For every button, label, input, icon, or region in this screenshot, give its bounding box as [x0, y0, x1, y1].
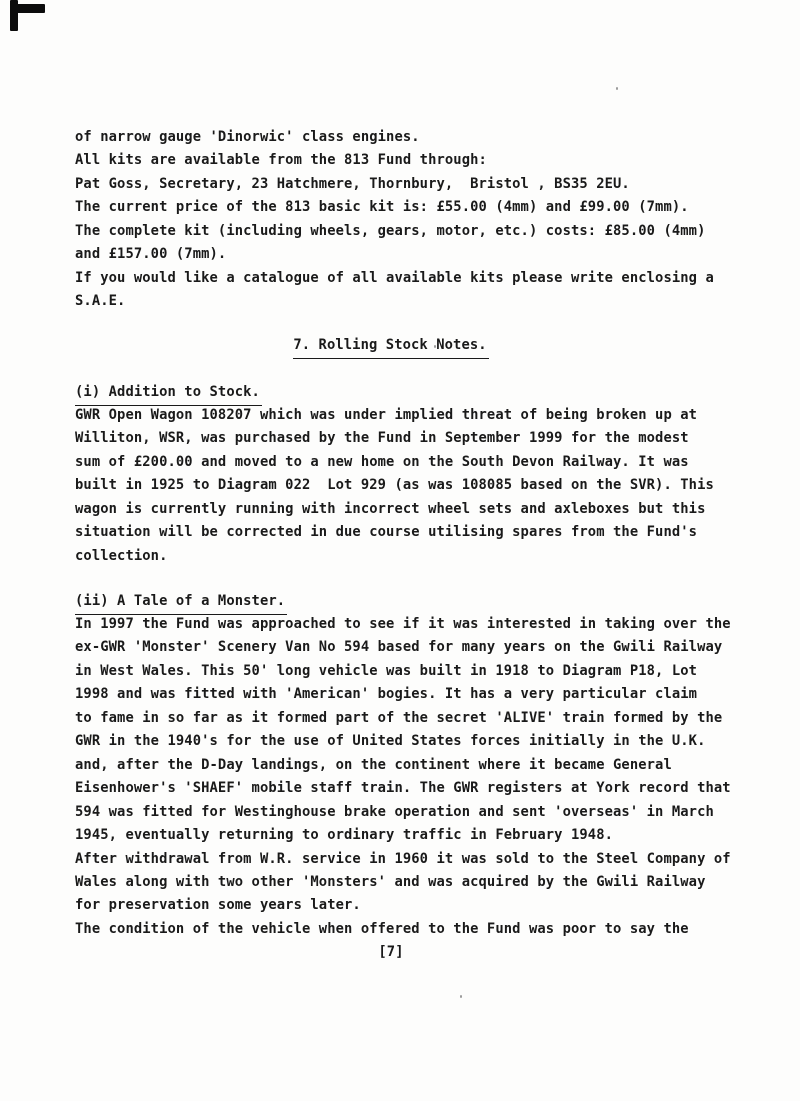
- text-line: GWR in the 1940's for the use of United States forces initially in the U.K.: [75, 733, 706, 750]
- text-line: situation will be corrected in due course utilising spares from the Fund's: [75, 524, 698, 541]
- paragraph-kit-information: [75, 126, 714, 314]
- text-line: sum of £200.00 and moved to a new home on the South Devon Railway. It was: [75, 453, 689, 470]
- paragraph-addition-to-stock: [75, 404, 714, 568]
- text-line: The current price of the 813 basic kit is: £55.00 (4mm) and £99.00 (7mm).: [75, 199, 689, 216]
- subheading-title: (ii) A Tale of a Monster.: [75, 590, 287, 615]
- text-line: S.A.E.: [75, 293, 126, 310]
- section-heading-rolling-stock-notes: [0, 334, 782, 359]
- text-line: In 1997 the Fund was approached to see if it was interested in taking over the: [75, 616, 731, 632]
- text-line: If you would like a catalogue of all available kits please write enclosing a: [75, 269, 714, 286]
- scan-corner-mark-horizontal: [10, 4, 45, 13]
- heading-title: 7. Rolling Stock Notes.: [293, 334, 488, 359]
- text-line: built in 1925 to Diagram 022 Lot 929 (as was 108085 based on the SVR). This: [75, 477, 714, 494]
- text-line: to fame in so far as it formed part of the secret 'ALIVE' train formed by the: [75, 709, 723, 726]
- page-number-label: [7]: [378, 944, 404, 960]
- subheading-title: (i) Addition to Stock.: [75, 381, 262, 406]
- text-line: and £157.00 (7mm).: [75, 246, 227, 263]
- text-line: of narrow gauge 'Dinorwic' class engines.: [75, 129, 420, 145]
- text-line: in West Wales. This 50' long vehicle was built in 1918 to Diagram P18, Lot: [75, 662, 698, 679]
- text-line: Wales along with two other 'Monsters' and was acquired by the Gwili Railway: [75, 873, 706, 890]
- text-line: Williton, WSR, was purchased by the Fund in September 1999 for the modest: [75, 430, 689, 447]
- text-line: for preservation some years later.: [75, 897, 361, 914]
- text-line: The complete kit (including wheels, gears, motor, etc.) costs: £85.00 (4mm): [75, 222, 706, 239]
- text-line: 594 was fitted for Westinghouse brake operation and sent 'overseas' in March: [75, 803, 714, 820]
- page-number: [0, 941, 782, 964]
- scan-speck: [616, 87, 618, 90]
- paragraph-tale-of-a-monster: [75, 613, 731, 941]
- text-line: 1998 and was fitted with 'American' bogies. It has a very particular claim: [75, 686, 698, 703]
- subheading-addition-to-stock: [75, 381, 262, 406]
- text-line: ex-GWR 'Monster' Scenery Van No 594 based for many years on the Gwili Railway: [75, 639, 723, 656]
- text-line: collection.: [75, 547, 168, 564]
- subheading-tale-of-a-monster: [75, 590, 287, 615]
- text-line: wagon is currently running with incorrect wheel sets and axleboxes but this: [75, 500, 706, 517]
- text-line: The condition of the vehicle when offered to the Fund was poor to say the: [75, 920, 689, 937]
- text-line: and, after the D-Day landings, on the continent where it became General: [75, 756, 672, 773]
- text-line: All kits are available from the 813 Fund through:: [75, 152, 487, 169]
- text-line: Eisenhower's 'SHAEF' mobile staff train. The GWR registers at York record that: [75, 780, 731, 797]
- text-line: 1945, eventually returning to ordinary traffic in February 1948.: [75, 827, 614, 844]
- text-line: After withdrawal from W.R. service in 1960 it was sold to the Steel Company of: [75, 850, 731, 867]
- scan-speck: [460, 995, 462, 998]
- text-line: GWR Open Wagon 108207 which was under implied threat of being broken up at: [75, 407, 698, 423]
- text-line: Pat Goss, Secretary, 23 Hatchmere, Thornbury, Bristol , BS35 2EU.: [75, 175, 630, 192]
